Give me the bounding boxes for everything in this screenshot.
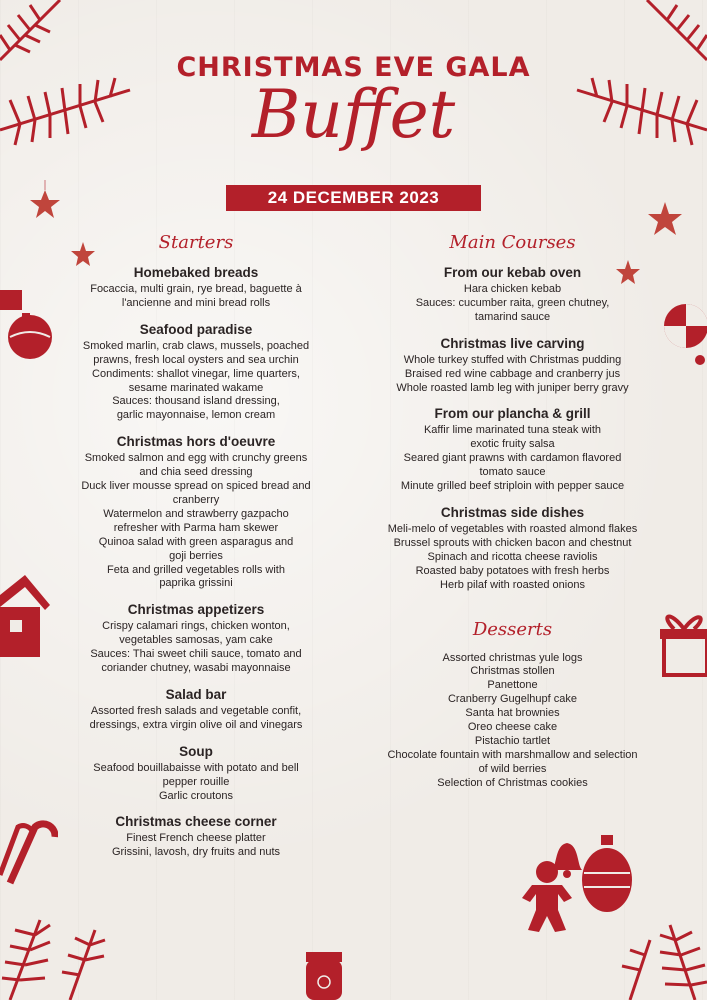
starters-column <box>60 232 332 871</box>
menu-item-line: Sauces: cucumber raita, green chutney, <box>415 296 610 309</box>
menu-item-line: Meli-melo of vegetables with roasted almond flakes <box>387 522 638 535</box>
main-courses-column <box>365 232 660 791</box>
candy-cane-icon <box>0 805 58 885</box>
menu-item-line: and chia seed dressing <box>139 466 253 479</box>
menu-group-title: From our kebab oven <box>443 265 582 280</box>
menu-item-line: Seared giant prawns with cardamon flavored <box>403 452 622 465</box>
menu-group-title: Seafood paradise <box>139 321 253 337</box>
menu-item-line: dressings, extra virgin olive oil and vinegars <box>89 718 303 731</box>
desserts-list <box>365 652 660 791</box>
mitten-icon <box>298 950 350 1000</box>
menu-group <box>365 406 660 494</box>
menu-item-line: Spinach and ricotta cheese raviolis <box>427 550 598 563</box>
menu-item-line: Sauces: Thai sweet chili sauce, tomato and <box>90 648 302 661</box>
main-courses-list <box>365 265 660 593</box>
star-icon <box>25 180 65 280</box>
menu-item-line: Smoked salmon and egg with crunchy greens <box>84 452 308 465</box>
dessert-item: Oreo cheese cake <box>467 721 558 734</box>
menu-item-line: Duck liver mousse spread on spiced bread and <box>81 480 311 493</box>
dessert-item: Christmas stollen <box>470 665 555 678</box>
menu-item-line: Finest French cheese platter <box>126 832 266 845</box>
house-icon <box>0 575 50 665</box>
menu-group <box>60 744 332 804</box>
dessert-item: Santa hat brownies <box>465 707 560 720</box>
starters-list <box>60 265 332 860</box>
menu-item-line: Minute grilled beef striploin with pepper sauce <box>400 480 625 493</box>
menu-group-title: Christmas live carving <box>440 335 585 351</box>
menu-group-title: From our plancha & grill <box>434 406 591 422</box>
menu-item-line: Crispy calamari rings, chicken wonton, <box>102 620 290 633</box>
menu-group <box>60 687 332 733</box>
menu-group-title: Soup <box>179 743 213 759</box>
menu-group <box>365 265 660 325</box>
menu-group <box>60 602 332 676</box>
menu-item-line: Grissini, lavosh, dry fruits and nuts <box>111 846 281 859</box>
menu-item-line: Assorted fresh salads and vegetable confit, <box>90 704 302 717</box>
dessert-item: of wild berries <box>478 762 547 775</box>
section-title-desserts: Desserts <box>472 618 553 640</box>
menu-item-line: garlic mayonnaise, lemon cream <box>116 409 276 422</box>
ornament-icon <box>0 285 58 363</box>
section-title-main-courses: Main Courses <box>449 232 576 253</box>
menu-item-line: prawns, fresh local oysters and sea urchin <box>93 353 299 366</box>
dessert-item: Assorted christmas yule logs <box>442 651 583 664</box>
menu-item-line: Focaccia, multi grain, rye bread, baguette à <box>90 283 302 295</box>
dessert-item: Panettone <box>487 679 538 692</box>
menu-item-line: Brussel sprouts with chicken bacon and chestnut <box>393 536 632 549</box>
menu-item-line: Hara chicken kebab <box>463 283 562 295</box>
buffet-title: Buffet <box>251 76 456 153</box>
event-title: CHRISTMAS EVE GALA <box>176 52 531 83</box>
menu-item-line: pepper rouille <box>162 775 230 788</box>
menu-item-line: Feta and grilled vegetables rolls with <box>107 563 285 576</box>
menu-item-line: Watermelon and strawberry gazpacho <box>103 507 289 520</box>
menu-group-title: Christmas hors d'oeuvre <box>116 434 276 450</box>
menu-item-line: exotic fruity salsa <box>470 438 555 451</box>
menu-group <box>60 322 332 423</box>
menu-item-line: Herb pilaf with roasted onions <box>440 578 585 591</box>
menu-item-line: Whole turkey stuffed with Christmas pudding <box>403 353 622 366</box>
menu-item-line: goji berries <box>169 549 223 562</box>
menu-group <box>365 505 660 593</box>
menu-group <box>60 265 332 311</box>
menu-item-line: Braised red wine cabbage and cranberry jus <box>404 367 621 380</box>
menu-item-line: paprika grissini <box>159 577 233 590</box>
menu-group-title: Christmas appetizers <box>127 602 265 618</box>
menu-item-line: tamarind sauce <box>474 310 551 323</box>
pine-branch-icon <box>610 910 707 1000</box>
menu-item-line: Kaffir lime marinated tuna steak with <box>423 424 602 437</box>
menu-item-line: sesame marinated wakame <box>128 381 264 394</box>
date-banner: 24 DECEMBER 2023 <box>226 185 481 211</box>
menu-item-line: Quinoa salad with green asparagus and <box>98 535 294 548</box>
menu-item-line: vegetables samosas, yam cake <box>119 634 273 647</box>
dessert-item: Chocolate fountain with marshmallow and selection <box>387 748 638 761</box>
menu-item-line: Whole roasted lamb leg with juniper berry gravy <box>396 381 629 394</box>
menu-item-line: Seafood bouillabaisse with potato and bell <box>93 761 299 774</box>
dessert-item: Pistachio tartlet <box>474 734 551 747</box>
menu-item-line: Smoked marlin, crab claws, mussels, poached <box>82 339 310 352</box>
menu-item-line: coriander chutney, wasabi mayonnaise <box>101 662 291 675</box>
menu-item-line: refresher with Parma ham skewer <box>113 521 279 534</box>
ornament-icon <box>580 835 635 920</box>
dessert-item: Cranberry Gugelhupf cake <box>447 693 577 706</box>
menu-item-line: Roasted baby potatoes with fresh herbs <box>415 564 610 577</box>
menu-group <box>60 434 332 591</box>
menu-item-line: Garlic croutons <box>159 789 233 802</box>
menu-item-line: cranberry <box>172 493 220 506</box>
menu-group-title: Homebaked breads <box>133 265 259 280</box>
candy-icon <box>660 300 707 370</box>
menu-group <box>365 336 660 396</box>
section-title-starters: Starters <box>158 232 234 253</box>
menu-item-line: Sauces: thousand island dressing, <box>112 395 280 408</box>
menu-group-title: Christmas cheese corner <box>115 814 277 830</box>
pine-branch-icon <box>0 910 110 1000</box>
menu-group-title: Salad bar <box>165 686 227 702</box>
menu-group <box>60 814 332 860</box>
menu-group-title: Christmas side dishes <box>440 504 585 520</box>
dessert-item: Selection of Christmas cookies <box>437 776 588 789</box>
menu-item-line: l'ancienne and mini bread rolls <box>121 296 271 309</box>
menu-item-line: tomato sauce <box>479 466 546 479</box>
menu-item-line: Condiments: shallot vinegar, lime quarters, <box>92 367 300 380</box>
